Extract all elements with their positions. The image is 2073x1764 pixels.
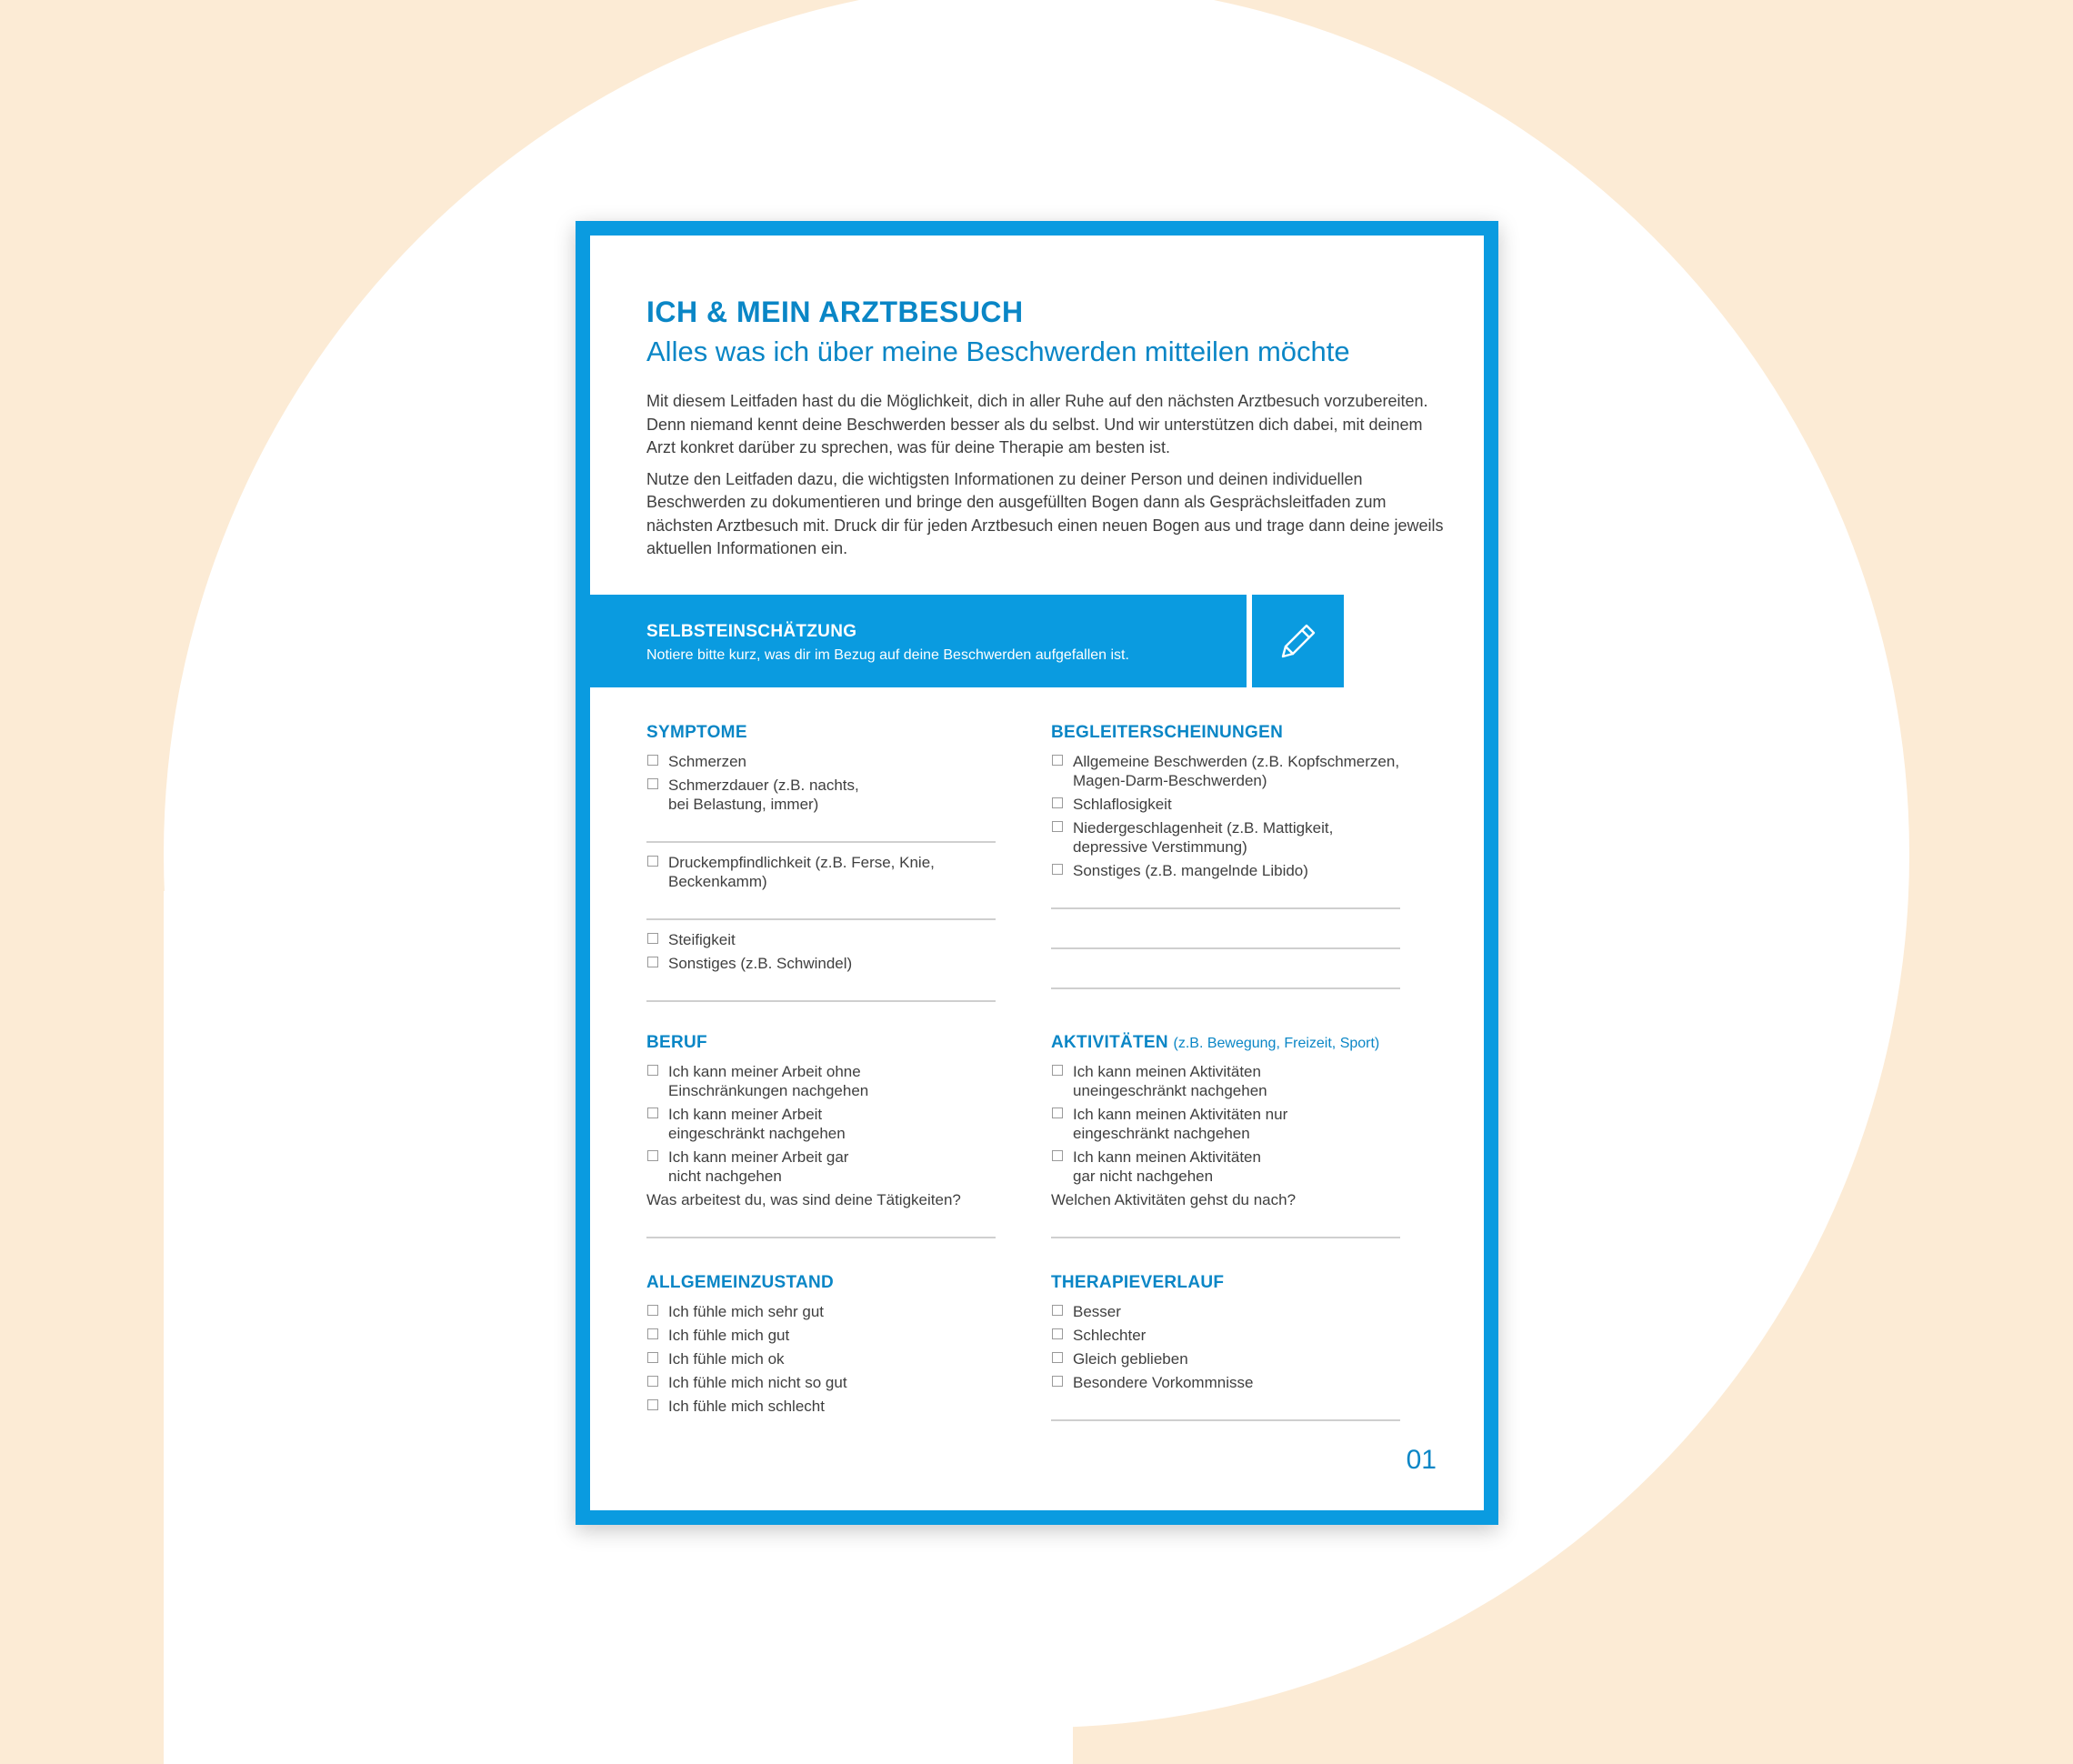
pencil-icon-box — [1252, 595, 1344, 687]
section-beruf — [646, 1033, 1001, 1238]
self-assessment-banner — [590, 595, 1247, 687]
beruf-question: Was arbeitest du, was sind deine Tätigkeiten? — [646, 1191, 961, 1208]
section-symptome — [646, 723, 1001, 1002]
write-line[interactable] — [1051, 907, 1400, 909]
checkbox-item[interactable]: Druckempfindlichkeit (z.B. Ferse, Knie, Beckenkamm) — [646, 853, 1001, 891]
checkbox-item[interactable]: Sonstiges (z.B. Schwindel) — [646, 954, 1001, 973]
checkbox-item[interactable]: Ich kann meiner Arbeit eingeschränkt nachgehen — [646, 1105, 1001, 1143]
checkbox[interactable] — [647, 1305, 658, 1316]
checkbox-item[interactable]: Ich fühle mich nicht so gut — [646, 1373, 1001, 1392]
checkbox-item[interactable]: Schmerzdauer (z.B. nachts, bei Belastung, immer) — [646, 776, 1001, 814]
allgemein-title: ALLGEMEINZUSTAND — [646, 1273, 835, 1292]
checkbox-item[interactable]: Ich kann meinen Aktivitäten nur eingeschränkt nachgehen — [1051, 1105, 1451, 1143]
checkbox[interactable] — [647, 856, 658, 867]
checkbox-item[interactable]: Besondere Vorkommnisse — [1051, 1373, 1406, 1392]
checkbox-item[interactable]: Gleich geblieben — [1051, 1349, 1406, 1368]
checkbox[interactable] — [647, 1376, 658, 1387]
checkbox[interactable] — [1052, 1328, 1063, 1339]
write-line[interactable] — [1051, 947, 1400, 949]
pencil-icon — [1276, 618, 1321, 664]
checkbox-item[interactable]: Niedergeschlagenheit (z.B. Mattigkeit, depressive Verstimmung) — [1051, 818, 1451, 857]
checkbox-item[interactable]: Schlaflosigkeit — [1051, 795, 1451, 814]
checkbox[interactable] — [1052, 864, 1063, 875]
checkbox[interactable] — [647, 1399, 658, 1410]
checkbox[interactable] — [647, 957, 658, 967]
banner-subtitle: Notiere bitte kurz, was dir im Bezug auf deine Beschwerden aufgefallen ist. — [646, 647, 1129, 663]
begleit-title: BEGLEITERSCHEINUNGEN — [1051, 723, 1284, 742]
checkbox-item[interactable]: Sonstiges (z.B. mangelnde Libido) — [1051, 861, 1451, 880]
therapie-title: THERAPIEVERLAUF — [1051, 1273, 1225, 1292]
write-line[interactable] — [646, 918, 996, 920]
checkbox[interactable] — [1052, 1305, 1063, 1316]
symptome-title: SYMPTOME — [646, 723, 747, 742]
write-line[interactable] — [646, 1237, 996, 1238]
checkbox[interactable] — [647, 1150, 658, 1161]
section-therapieverlauf — [1051, 1273, 1406, 1421]
aktiv-question: Welchen Aktivitäten gehst du nach? — [1051, 1191, 1297, 1208]
page-title: ICH & MEIN ARZTBESUCH — [646, 296, 1024, 328]
checkbox[interactable] — [647, 778, 658, 789]
checkbox-item[interactable]: Ich kann meinen Aktivitäten uneingeschränkt nachgehen — [1051, 1062, 1451, 1100]
aktiv-note: (z.B. Bewegung, Freizeit, Sport) — [1173, 1036, 1380, 1051]
checkbox[interactable] — [1052, 1108, 1063, 1118]
checkbox-item[interactable]: Schlechter — [1051, 1326, 1406, 1345]
section-allgemeinzustand — [646, 1273, 1001, 1420]
checkbox[interactable] — [1052, 755, 1063, 766]
checkbox-item[interactable]: Ich fühle mich sehr gut — [646, 1302, 1001, 1321]
checkbox-item[interactable]: Ich kann meiner Arbeit gar nicht nachgehen — [646, 1148, 1001, 1186]
banner-title: SELBSTEINSCHÄTZUNG — [646, 622, 857, 641]
checkbox-item[interactable]: Ich kann meiner Arbeit ohne Einschränkungen nachgehen — [646, 1062, 1001, 1100]
aktiv-heading — [1051, 1033, 1451, 1053]
checkbox[interactable] — [647, 1352, 658, 1363]
checkbox-item[interactable]: Ich fühle mich schlecht — [646, 1397, 1001, 1416]
page-number: 01 — [1406, 1445, 1437, 1475]
write-line[interactable] — [1051, 987, 1400, 989]
write-line[interactable] — [1051, 1419, 1400, 1421]
write-line[interactable] — [646, 1000, 996, 1002]
checkbox-item[interactable]: Ich fühle mich gut — [646, 1326, 1001, 1345]
checkbox-item[interactable]: Ich fühle mich ok — [646, 1349, 1001, 1368]
form-sheet — [576, 221, 1498, 1525]
page-subtitle: Alles was ich über meine Beschwerden mitteilen möchte — [646, 336, 1350, 367]
checkbox[interactable] — [647, 1108, 658, 1118]
checkbox[interactable] — [1052, 821, 1063, 832]
write-line[interactable] — [646, 841, 996, 843]
checkbox-item[interactable]: Schmerzen — [646, 752, 1001, 771]
checkbox-item[interactable]: Allgemeine Beschwerden (z.B. Kopfschmerzen, Magen-Darm-Beschwerden) — [1051, 752, 1451, 790]
checkbox[interactable] — [647, 1065, 658, 1076]
intro-text — [646, 390, 1447, 569]
section-aktivitaeten — [1051, 1033, 1451, 1238]
checkbox[interactable] — [1052, 1065, 1063, 1076]
checkbox[interactable] — [1052, 1352, 1063, 1363]
checkbox-item[interactable]: Besser — [1051, 1302, 1406, 1321]
intro-paragraph-2: Nutze den Leitfaden dazu, die wichtigsten Informationen zu deiner Person und deinen individuellen Beschwerden zu dokumentieren und bringe den ausgefüllten Bogen dann als Gesprächsleitfaden zum nächsten Arztbesuch mit. Druck dir für jeden Arztbesuch einen neuen Bogen aus und trage dann deine jeweils aktuellen Informationen ein. — [646, 469, 1444, 557]
checkbox[interactable] — [1052, 797, 1063, 808]
checkbox[interactable] — [647, 933, 658, 944]
intro-paragraph-1: Mit diesem Leitfaden hast du die Möglichkeit, dich in aller Ruhe auf den nächsten Arztbesuch vorzubereiten. Denn niemand kennt deine Beschwerden besser als du selbst. Und wir unterstützen dich dabei, mit deinem Arzt konkret darüber zu sprechen, was für deine Therapie am besten ist. — [646, 392, 1428, 456]
write-line[interactable] — [1051, 1237, 1400, 1238]
checkbox[interactable] — [1052, 1376, 1063, 1387]
section-begleiterscheinungen — [1051, 723, 1451, 989]
beruf-title: BERUF — [646, 1033, 707, 1052]
checkbox[interactable] — [1052, 1150, 1063, 1161]
checkbox-item[interactable]: Steifigkeit — [646, 930, 1001, 949]
checkbox[interactable] — [647, 755, 658, 766]
checkbox-item[interactable]: Ich kann meinen Aktivitäten gar nicht nachgehen — [1051, 1148, 1451, 1186]
checkbox[interactable] — [647, 1328, 658, 1339]
aktiv-title: AKTIVITÄTEN — [1051, 1033, 1168, 1052]
